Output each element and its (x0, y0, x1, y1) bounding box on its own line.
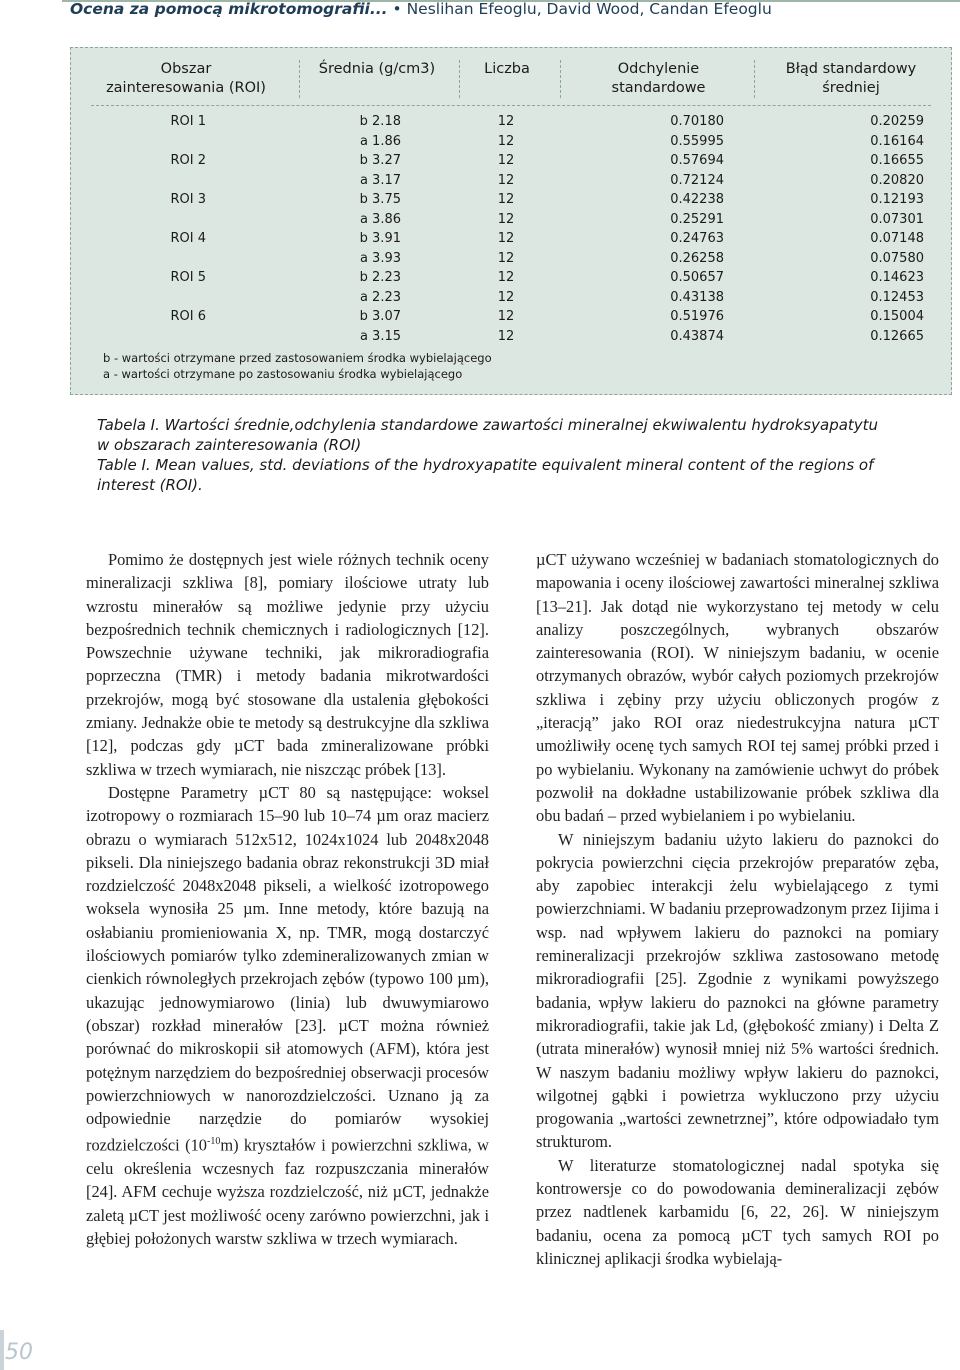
count-cell: 12 (497, 192, 515, 207)
header-bullet: • (392, 0, 402, 18)
mean-cell: a 3.86 (359, 211, 401, 227)
col-header-roi: Obszar zainteresowania (ROI) (106, 61, 266, 96)
se-cell: 0.14623 (870, 270, 924, 285)
table-row (71, 191, 951, 209)
body-column-left (86, 548, 489, 1250)
sd-cell: 0.26258 (670, 250, 724, 266)
count-cell: 12 (497, 133, 515, 149)
sd-cell: 0.72124 (670, 172, 724, 188)
roi-cell: ROI 4 (170, 231, 206, 246)
count-cell: 12 (497, 153, 515, 168)
paragraph: µCT używano wcześniej w badaniach stomatologicznych do mapowania i oceny ilościowej zawartości mineralnej szkliwa [13–21]. Jak dotąd nie wykorzystano tej metody w celu analizy poszczególnych, wybranych obszarów zainteresowania (ROI). W niniejszym badaniu, w ocenie otrzymanych obrazów, wybór całych poziomych przekrojów szkliwa i zębiny przy użyciu obliczonych progów z „iteracją” jako ROI oraz niedestrukcyjna natura µCT umożliwiły ocenę tych samych ROI tej samej próbki przed i po wybielaniu. Wykonany na zamówienie uchwyt do próbek pozwolił na dokładne ustabilizowanie próbek szkliwa dla obu badań – przed wybielaniem i po wybielaniu. (536, 550, 939, 826)
header-divider (91, 105, 931, 106)
table-note-b: b - wartości otrzymane przed zastosowaniem środka wybielającego (103, 351, 492, 365)
roi-cell: ROI 3 (170, 192, 206, 207)
table-row (71, 152, 951, 170)
mean-cell: b 2.23 (359, 270, 401, 285)
roi-cell: ROI 2 (170, 153, 206, 168)
table-row (71, 308, 951, 326)
table-row (71, 328, 951, 346)
count-cell: 12 (497, 270, 515, 285)
count-cell: 12 (497, 211, 515, 227)
count-cell: 12 (497, 250, 515, 266)
header-authors: Neslihan Efeoglu, David Wood, Candan Efeoglu (406, 0, 772, 18)
page-number: 50 (5, 1340, 33, 1365)
column-divider (459, 60, 460, 98)
col-header-count: Liczba (484, 61, 530, 77)
table-row (71, 211, 951, 229)
sd-cell: 0.50657 (670, 270, 724, 285)
count-cell: 12 (497, 114, 515, 129)
col-header-sd: Odchylenie standardowe (611, 61, 706, 96)
paragraph: Dostępne Parametry µCT 80 są następujące: woksel izotropowy o rozmiarach 15–90 lub 10–74 µm oraz macierz obrazu o wymiarach 512x512, 1024x1024 lub 2048x2048 pikseli. Dla niniejszego badania obraz rekonstrukcji 3D miał rozdzielczość 2048x2048 pikseli, a wielkość izotropowego woksela wynosiła 25 µm. Inne metody, które bazują na osłabianiu promieniowania X, np. TMR, mogą dostarczyć ilościowych pomiarów tylko zdemineralizowanych zmian w cienkich równoległych przekrojach zębów (typowo 100 µm), ukazując jednowymiarowo (linia) lub dwuwymiarowo (obszar) rozkład minerałów [23]. µCT można również porównać do mikroskopii sił atomowych (AFM), która jest potężnym narzędziem do bezpośredniej obserwacji procesów powierzchniowych w nanorozdzielczości. Uznano ją za odpowiednie narzędzie do pomiarów wysokiej rozdzielczości $(10^{-10}m)$ kryształów i powierzchni szkliwa, w celu określenia wczesnych faz rozpuszczania minerałów [24]. AFM cechuje wyższa rozdzielczość, niż µCT, jednakże zaletą µCT jest możliwość oceny zarówno powierzchni, jak i głębiej położonych warstw szkliwa w trzech wymiarach. (86, 782, 489, 1249)
roi-cell: ROI 1 (170, 114, 206, 129)
mean-cell: a 2.23 (359, 289, 401, 305)
count-cell: 12 (497, 309, 515, 324)
roi-cell: ROI 6 (170, 309, 206, 324)
mean-cell: a 3.15 (359, 328, 401, 344)
se-cell: 0.07148 (870, 231, 924, 246)
data-table (70, 47, 952, 395)
column-divider (299, 60, 300, 98)
se-cell: 0.20259 (870, 114, 924, 129)
body-column-right (536, 548, 939, 1270)
mean-cell: b 3.07 (359, 309, 401, 324)
se-cell: 0.16655 (870, 153, 924, 168)
count-cell: 12 (497, 328, 515, 344)
sd-cell: 0.24763 (670, 231, 724, 246)
paragraph: Pomimo że dostępnych jest wiele różnych technik oceny mineralizacji szkliwa [8], pomiary ilościowe utraty lub wzrostu minerałów są możliwe jedynie przy użyciu bezpośrednich technik chemicznych i radiologicznych [12]. Powszechnie używane techniki, jak mikroradiografia poprzeczna (TMR) i metody badania mikrotwardości przekrojów, mogą być stosowane dla ustalenia głębokości zmiany. Jednakże obie te metody są destrukcyjne dla szkliwa [12], podczas gdy µCT bada zmineralizowane próbki szkliwa w trzech wymiarach, nie niszcząc próbek [13]. (86, 550, 489, 779)
count-cell: 12 (497, 172, 515, 188)
roi-cell: ROI 5 (170, 270, 206, 285)
superscript: -10 (206, 1136, 221, 1148)
table-caption (97, 415, 887, 495)
table-row (71, 250, 951, 268)
se-cell: 0.16164 (870, 133, 924, 149)
se-cell: 0.12193 (870, 192, 924, 207)
column-divider (560, 60, 561, 98)
col-header-mean: Średnia (g/cm3) (318, 61, 436, 77)
paragraph: W literaturze stomatologicznej nadal spotyka się kontrowersje co do powodowania demineralizacji zębów przez nadtlenek karbamidu [6, 22, 26]. W niniejszym badaniu, ocena za pomocą µCT tych samych ROI po klinicznej aplikacji środka wybielają- (536, 1155, 939, 1268)
count-cell: 12 (497, 289, 515, 305)
table-row (71, 289, 951, 307)
mean-cell: a 3.17 (359, 172, 401, 188)
sd-cell: 0.42238 (670, 192, 724, 207)
table-row (71, 230, 951, 248)
column-divider (754, 60, 755, 98)
caption-english: Table I. Mean values, std. deviations of the hydroxyapatite equivalent mineral content of the regions of interest (ROI). (97, 456, 874, 494)
sd-cell: 0.55995 (670, 133, 724, 149)
table-row (71, 133, 951, 151)
mean-cell: b 2.18 (359, 114, 401, 129)
se-cell: 0.15004 (870, 309, 924, 324)
paragraph: W niniejszym badaniu użyto lakieru do paznokci do pokrycia powierzchni cięcia przekrojów preparatów zęba, aby zapobiec interakcji żelu wybielającego z tymi powierzchniami. W badaniu przeprowadzonym przez Iijima i wsp. nad wpływem lakieru do paznokci na pomiary remineralizacji przekrojów szkliwa zastosowano metodę mikroradiografii [25]. Zgodnie z wynikami powyższego badania, wpływ lakieru do paznokci na główne parametry mikroradiografii, takie jak Ld, (głębokość zmiany) i Delta Z (utrata minerałów) wynosił mniej niż 5% wartości średnich. W naszym badaniu możliwy wpływ lakieru do paznokci, wilgotnej gąbki i powietrza wykluczono przy użyciu progowania „wartości zewnetrznej”, które odpowiadało tym strukturom. (536, 829, 939, 1152)
journal-title: Ocena za pomocą mikrotomografii... (70, 0, 388, 18)
table-note-a: a - wartości otrzymane po zastosowaniu środka wybielającego (103, 367, 463, 381)
se-cell: 0.12453 (870, 289, 924, 305)
mean-cell: b 3.91 (359, 231, 401, 246)
table-row (71, 269, 951, 287)
caption-polish: Tabela I. Wartości średnie,odchylenia standardowe zawartości mineralnej ekwiwalentu hydroksyapatytu w obszarach zainteresowania (ROI) (97, 416, 879, 454)
mean-cell: a 3.93 (359, 250, 401, 266)
mean-cell: a 1.86 (359, 133, 401, 149)
sd-cell: 0.57694 (670, 153, 724, 168)
table-row (71, 113, 951, 131)
se-cell: 0.20820 (870, 172, 924, 188)
col-header-se: Błąd standardowy średniej (785, 61, 917, 96)
se-cell: 0.07580 (870, 250, 924, 266)
mean-cell: b 3.27 (359, 153, 401, 168)
table-header (71, 60, 951, 100)
sd-cell: 0.25291 (670, 211, 724, 227)
sd-cell: 0.70180 (670, 114, 724, 129)
se-cell: 0.07301 (870, 211, 924, 227)
sd-cell: 0.51976 (670, 309, 724, 324)
se-cell: 0.12665 (870, 328, 924, 344)
sd-cell: 0.43874 (670, 328, 724, 344)
sd-cell: 0.43138 (670, 289, 724, 305)
table-row (71, 172, 951, 190)
running-header (70, 0, 772, 22)
mean-cell: b 3.75 (359, 192, 401, 207)
count-cell: 12 (497, 231, 515, 246)
